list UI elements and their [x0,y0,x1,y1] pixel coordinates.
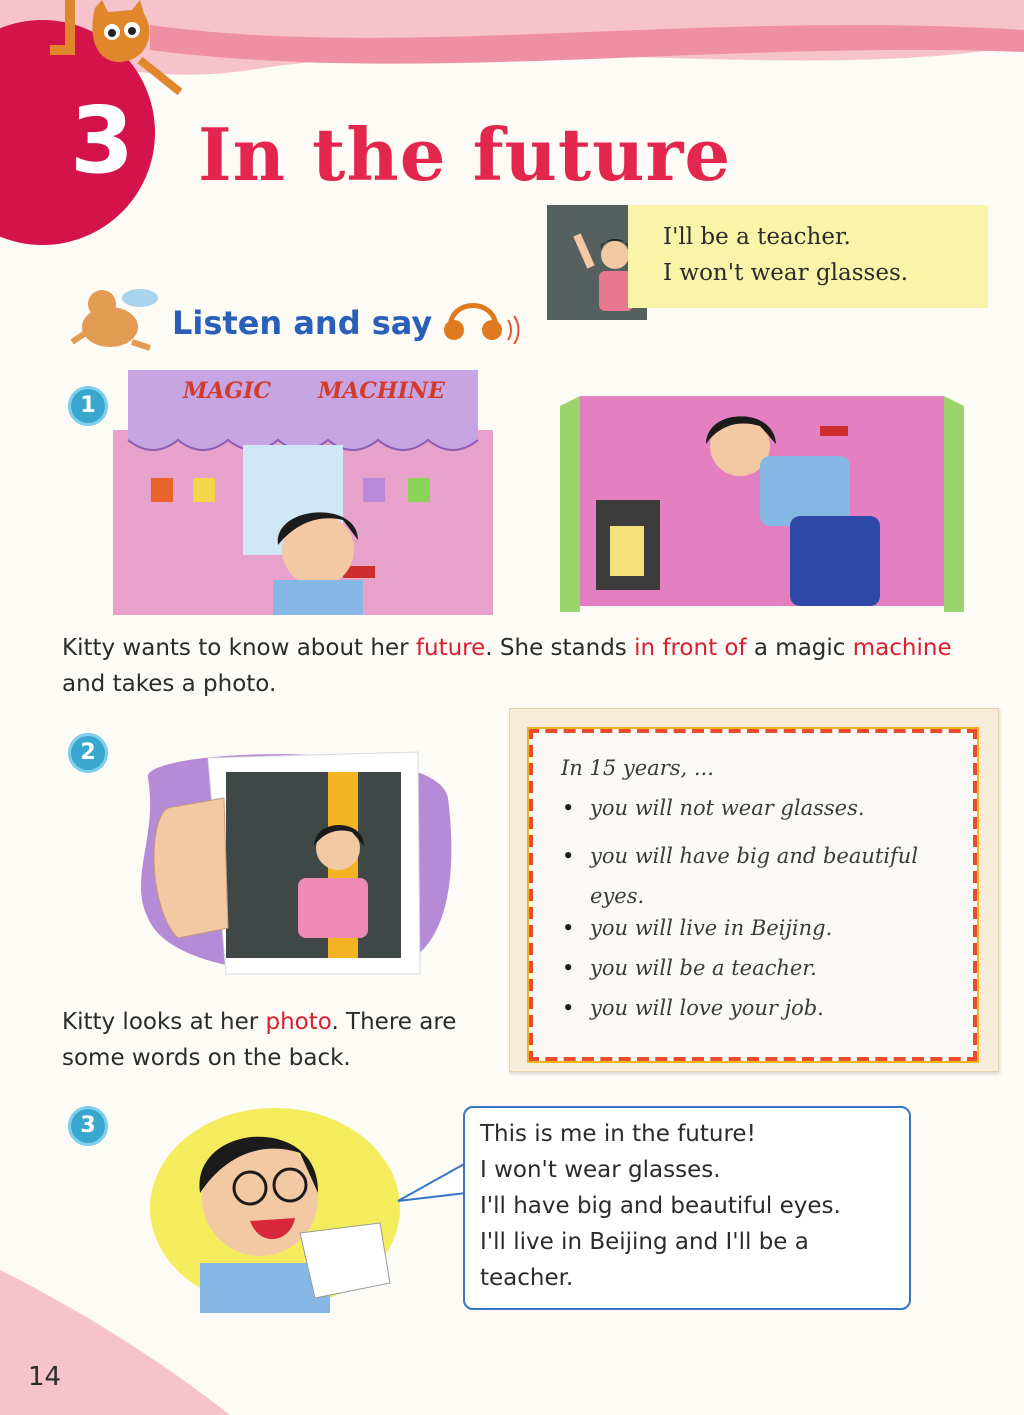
story-text: and takes a photo. [62,671,277,697]
page-number: 14 [28,1362,62,1392]
story-text-1 [62,630,982,702]
headphones-icon [436,292,522,344]
note-item: • you will not wear glasses. [562,796,865,820]
story-text: Kitty looks at her [62,1009,266,1035]
speech-line: teacher. [480,1265,574,1291]
story-text: a magic [746,635,853,661]
key-sentence: I won't wear glasses. [663,260,909,286]
illustration-photo-machine [560,386,964,612]
machine-sign-word: MAGIC [183,378,272,404]
speech-line: I'll have big and beautiful eyes. [480,1193,841,1219]
speech-line: This is me in the future! [480,1121,756,1147]
story-text-2 [62,1004,482,1076]
note-item: • you will love your job. [562,996,824,1020]
dog-mascot-icon [62,282,172,352]
story-text: Kitty wants to know about her [62,635,416,661]
key-sentence: I'll be a teacher. [663,224,851,250]
section-label: Listen and say [172,304,433,342]
vocab-word: future [415,635,486,661]
step-number: 1 [68,386,108,426]
note-item: • you will be a teacher. [562,956,817,980]
vocab-word: machine [852,635,952,661]
vocab-word: photo [265,1009,332,1035]
speech-line: I won't wear glasses. [480,1157,721,1183]
illustration-photo-in-hand [128,738,456,978]
note-item: • you will live in Beijing. [562,916,833,940]
note-item: • you will have big and beautiful eyes. [562,844,919,908]
step-number: 3 [68,1106,108,1146]
unit-number: 3 [69,87,134,194]
illustration-magic-machine [103,370,501,615]
story-text: . There are some words on the back. [62,1009,457,1071]
speech-line: I'll live in Beijing and I'll be a [480,1229,809,1255]
step-number: 2 [68,733,108,773]
story-text: . She stands [485,635,635,661]
key-sentence-box [628,205,988,308]
speech-bubble-tail [396,1155,468,1215]
note-intro: In 15 years, ... [561,756,714,780]
page-title: In the future [198,112,732,197]
vocab-word: in front of [634,635,747,661]
machine-sign-word: MACHINE [318,378,445,404]
